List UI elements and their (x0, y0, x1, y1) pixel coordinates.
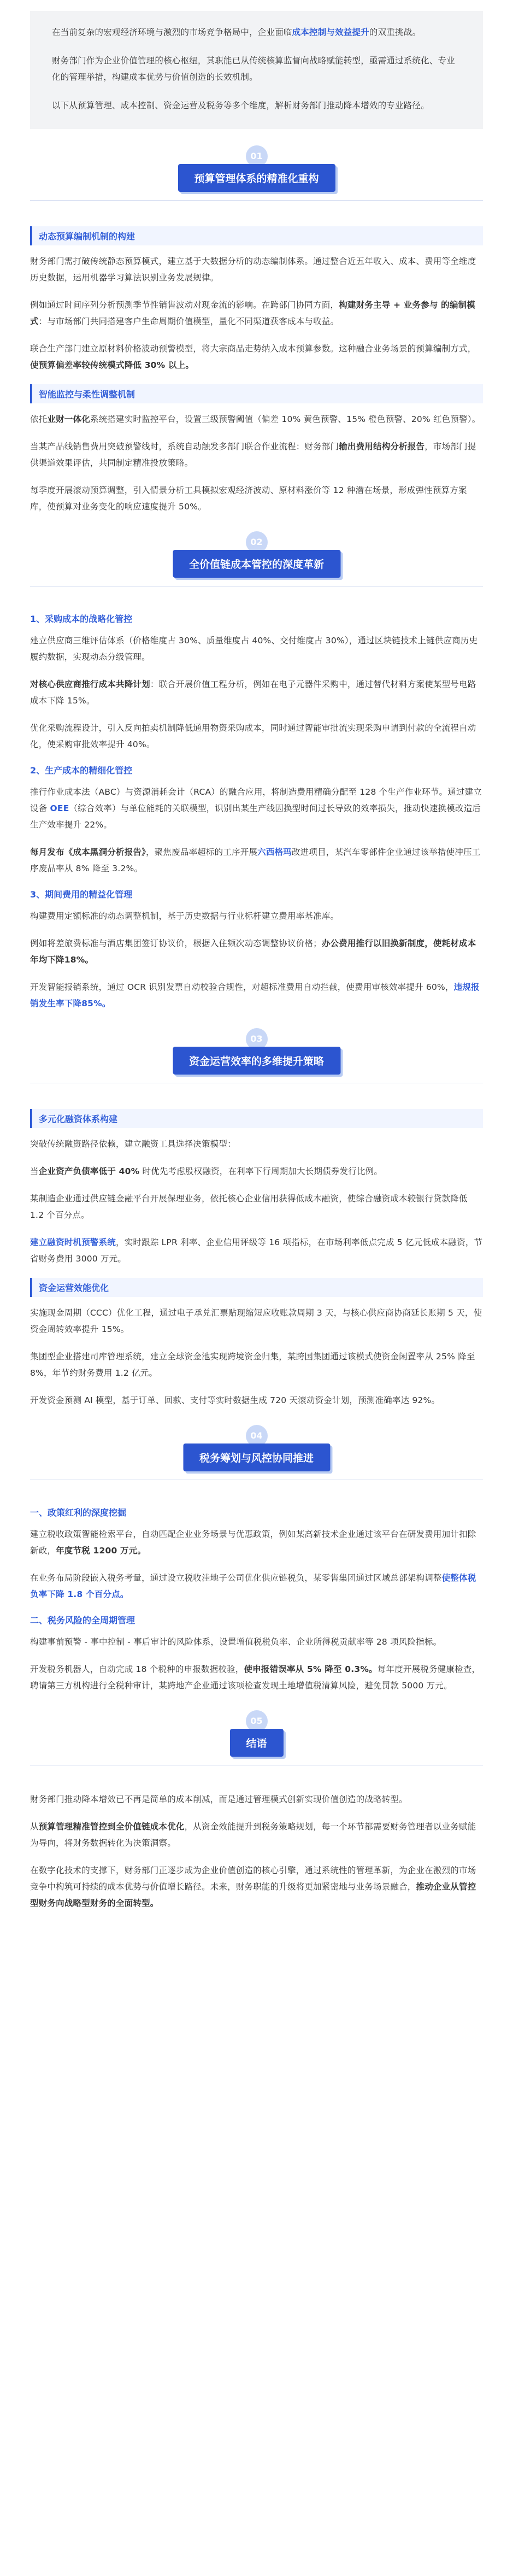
section-title: 资金运营效率的多维提升策略 (173, 1047, 340, 1075)
paragraph: 从预算管理精准管控到全价值链成本优化，从资金效能提升到税务策略规划，每一个环节都需要财务管理者以业务赋能为导向，将财务数据转化为决策洞察。 (30, 1822, 476, 1848)
intro-paragraph-1: 在当前复杂的宏观经济环境与激烈的市场竞争格局中，企业面临成本控制与效益提升的双重挑战。 (52, 27, 421, 37)
paragraph: 建立融资时机预警系统，实时跟踪 LPR 利率、企业信用评级等 16 项指标，在市场利率低点完成 5 亿元低成本融资，节省财务费用 3000 万元。 (30, 1237, 483, 1264)
paragraph: 开发智能报销系统，通过 OCR 识别发票自动校验合规性，对超标准费用自动拦截，使费用审核效率提升 60%，违规报销发生率下降85%。 (30, 982, 480, 1008)
paragraph: 财务部门需打破传统静态预算模式，建立基于大数据分析的动态编制体系。通过整合近五年收入、成本、费用等全维度历史数据，运用机器学习算法识别业务发展规律。 (30, 256, 476, 283)
section-number: 04 (246, 1425, 268, 1447)
section-title: 预算管理体系的精准化重构 (178, 164, 335, 192)
section-title: 结语 (229, 1729, 283, 1757)
paragraph: 依托业财一体化系统搭建实时监控平台，设置三级预警阈值（偏差 10% 黄色预警、15% 橙色预警、20% 红色预警）。 (30, 414, 481, 424)
paragraph: 实施现金周期（CCC）优化工程，通过电子承兑汇票贴现缩短应收账款周期 3 天，与核心供应商协商延长账期 5 天，使资金周转效率提升 15%。 (30, 1308, 482, 1334)
section-banner-3 (0, 1028, 513, 1095)
subheading: 2、生产成本的精细化管控 (30, 765, 133, 776)
paragraph: 每季度开展滚动预算调整，引入情景分析工具模拟宏观经济波动、原材料涨价等 12 种潜在场景，形成弹性预算方案库，使预算对业务变化的响应速度提升 50%。 (30, 485, 467, 512)
paragraph: 优化采购流程设计，引入反向拍卖机制降低通用物资采购成本，同时通过智能审批流实现采购申请到付款的全流程自动化，使采购审批效率提升 40%。 (30, 723, 476, 749)
paragraph: 对核心供应商推行成本共降计划：联合开展价值工程分析，例如在电子元器件采购中，通过替代材料方案使某型号电路成本下降 15%。 (30, 679, 476, 706)
paragraph: 集团型企业搭建司库管理系统，建立全球资金池实现跨境资金归集，某跨国集团通过该模式使资金闲置率从 25% 降至 8%，年节约财务费用 1.2 亿元。 (30, 1352, 475, 1378)
paragraph: 当企业资产负债率低于 40% 时优先考虑股权融资，在利率下行周期加大长期债券发行比例。 (30, 1166, 383, 1176)
section-number: 01 (246, 145, 268, 167)
paragraph: 构建事前预警 - 事中控制 - 事后审计的风险体系，设置增值税税负率、企业所得税贡献率等 28 项风险指标。 (30, 1637, 442, 1647)
subheading: 动态预算编制机制的构建 (30, 226, 483, 245)
section-title: 全价值链成本管控的深度革新 (173, 550, 340, 578)
paragraph: 推行作业成本法（ABC）与资源消耗会计（RCA）的融合应用，将制造费用精确分配至 128 个生产作业环节。通过建立设备 OEE（综合效率）与单位能耗的关联模型，识别出某生产线因换型时间过长导致的效率损失，推动快速换模改造后生产效率提升 22%。 (30, 787, 482, 830)
paragraph: 在数字化技术的支撑下，财务部门正逐步成为企业价值创造的核心引擎，通过系统性的管理革新，为企业在激烈的市场竞争中构筑可持续的成本优势与价值增长路径。未来，财务职能的升级将更加紧密地与业务场景融合，推动企业从管控型财务向战略型财务的全面转型。 (30, 1865, 476, 1908)
subheading: 多元化融资体系构建 (30, 1109, 483, 1128)
intro-paragraph-3: 以下从预算管理、成本控制、资金运营及税务等多个维度，解析财务部门推动降本增效的专业路径。 (52, 101, 429, 110)
paragraph: 例如通过时间序列分析预测季节性销售波动对现金流的影响。在跨部门协同方面，构建财务主导 + 业务参与 的编制模式：与市场部门共同搭建客户生命周期价值模型，量化不同渠道获客成本与收益。 (30, 300, 475, 326)
paragraph: 在业务布局阶段嵌入税务考量，通过设立税收洼地子公司优化供应链税负，某零售集团通过区域总部架构调整使整体税负率下降 1.8 个百分点。 (30, 1573, 476, 1599)
section-number: 03 (246, 1028, 268, 1050)
paragraph: 开发资金预测 AI 模型，基于订单、回款、支付等实时数据生成 720 天滚动资金计划，预测准确率达 92%。 (30, 1395, 440, 1405)
section-banner-1 (0, 145, 513, 212)
section-number: 05 (246, 1710, 268, 1732)
subheading: 1、采购成本的战略化管控 (30, 614, 133, 624)
section-number: 02 (246, 531, 268, 553)
paragraph: 联合生产部门建立原材料价格波动预警模型，将大宗商品走势纳入成本预算参数。这种融合业务场景的预算编制方式，使预算偏差率较传统模式降低 30% 以上。 (30, 344, 476, 370)
paragraph: 构建费用定额标准的动态调整机制，基于历史数据与行业标杆建立费用率基准库。 (30, 911, 339, 921)
section-banner-2 (0, 531, 513, 598)
paragraph: 建立供应商三维评估体系（价格维度占 30%、质量维度占 40%、交付维度占 30%），通过区块链技术上链供应商历史履约数据，实现动态分级管理。 (30, 636, 478, 662)
paragraph: 当某产品线销售费用突破预警线时，系统自动触发多部门联合作业流程：财务部门输出费用结构分析报告，市场部门提供渠道效果评估，共同制定精准投放策略。 (30, 442, 476, 468)
paragraph: 突破传统融资路径依赖，建立融资工具选择决策模型： (30, 1139, 236, 1149)
subheading: 3、期间费用的精益化管理 (30, 889, 133, 900)
paragraph: 财务部门推动降本增效已不再是简单的成本削减，而是通过管理模式创新实现价值创造的战略转型。 (30, 1794, 408, 1804)
subheading: 一、政策红利的深度挖掘 (30, 1507, 127, 1518)
paragraph: 例如将差旅费标准与酒店集团签订协议价，根据入住频次动态调整协议价格；办公费用推行以旧换新制度，使耗材成本年均下降18%。 (30, 938, 476, 965)
paragraph: 建立税收政策智能检索平台，自动匹配企业业务场景与优惠政策，例如某高新技术企业通过该平台在研发费用加计扣除新政，年度节税 1200 万元。 (30, 1529, 476, 1556)
section-title: 税务筹划与风控协同推进 (183, 1444, 330, 1471)
intro-paragraph-2: 财务部门作为企业价值管理的核心枢纽，其职能已从传统核算监督向战略赋能转型，亟需通过系统化、专业化的管理举措，构建成本优势与价值创造的长效机制。 (52, 56, 455, 82)
paragraph: 每月发布《成本黑洞分析报告》，聚焦废品率超标的工序开展六西格玛改进项目，某汽车零部件企业通过该举措使冲压工序废品率从 8% 降至 3.2%。 (30, 847, 481, 873)
intro-box (30, 11, 483, 129)
paragraph: 某制造企业通过供应链金融平台开展保理业务，依托核心企业信用获得低成本融资，使综合融资成本较银行贷款降低 1.2 个百分点。 (30, 1194, 468, 1220)
subheading: 资金运营效能优化 (30, 1278, 483, 1297)
subheading: 智能监控与柔性调整机制 (30, 384, 483, 403)
section-banner-5 (0, 1710, 513, 1777)
section-banner-4 (0, 1425, 513, 1492)
subheading: 二、税务风险的全周期管理 (30, 1615, 135, 1626)
divider (30, 200, 483, 201)
paragraph: 开发税务机器人，自动完成 18 个税种的申报数据校验，使申报错误率从 5% 降至 0.3%。每年度开展税务健康检查，聘请第三方机构进行全税种审计，某跨地产企业通过该项检查发现土地增值税清算风险，避免罚款 5000 万元。 (30, 1664, 481, 1691)
